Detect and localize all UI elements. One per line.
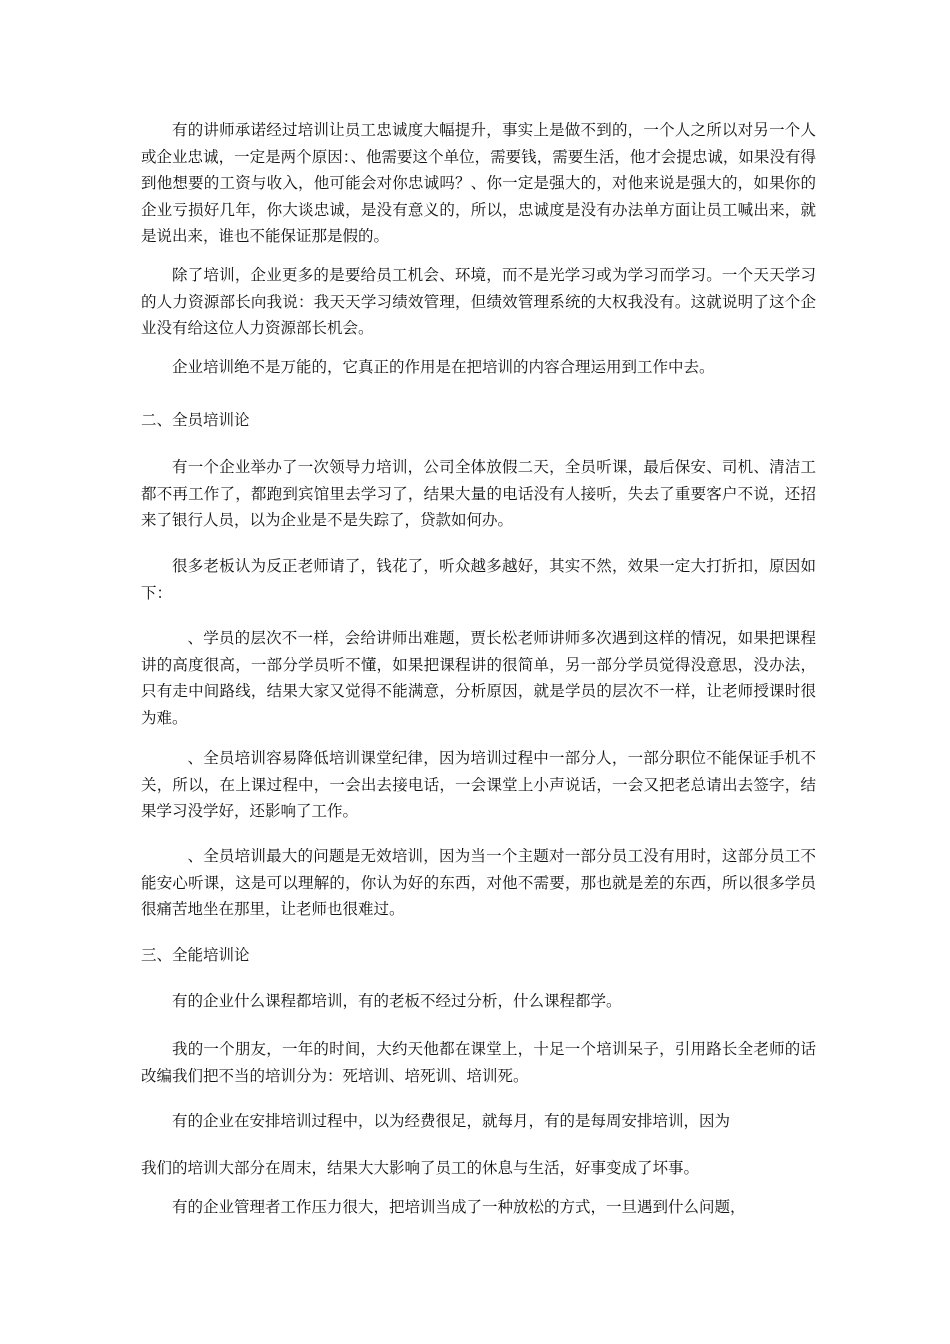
- section-heading-3: 三、全能培训论: [141, 946, 250, 964]
- paragraph-leadership-training: 有一个企业举办了一次领导力培训，公司全体放假二天，全员听课，最后保安、司机、清洁工都不再工作了，都跑到宾馆里去学习了，结果大量的电话没有人接听，失去了重要客户不说，还招来了银行人员，以为企业是不是失踪了，贷款如何办。: [141, 458, 816, 529]
- paragraph-reason-3: 、全员培训最大的问题是无效培训，因为当一个主题对一部分员工没有用时，这部分员工不能安心听课，这是可以理解的，你认为好的东西，对他不需要，那也就是差的东西，所以很多学员很痛苦地坐在那里，让老师也很难过。: [141, 847, 816, 918]
- paragraph-pressure: 有的企业管理者工作压力很大，把培训当成了一种放松的方式，一旦遇到什么问题，: [172, 1198, 746, 1216]
- paragraph-reason-1: 、学员的层次不一样，会给讲师出难题，贾长松老师讲师多次遇到这样的情况，如果把课程讲的高度很高，一部分学员听不懂，如果把课程讲的很简单，另一部分学员觉得没意思，没办法，只有走中间路线，结果大家又觉得不能满意，分析原因，就是学员的层次不一样，让老师授课时很为难。: [141, 629, 816, 727]
- paragraph-opportunity: 除了培训，企业更多的是要给员工机会、环境，而不是光学习或为学习而学习。一个天天学习的人力资源部长向我说：我天天学习绩效管理，但绩效管理系统的大权我没有。这就说明了这个企业没有给这位人力资源部长机会。: [141, 266, 816, 337]
- paragraph-more-audience: 很多老板认为反正老师请了，钱花了，听众越多越好，其实不然，效果一定大打折扣，原因如下：: [141, 557, 816, 602]
- paragraph-loyalty: 有的讲师承诺经过培训让员工忠诚度大幅提升，事实上是做不到的，一个人之所以对另一个人或企业忠诚，一定是两个原因：、他需要这个单位，需要钱，需要生活，他才会提忠诚，如果没有得到他想要的工资与收入，他可能会对你忠诚吗？、你一定是强大的，对他来说是强大的，如果你的企业亏损好几年，你大谈忠诚，是没有意义的，所以，忠诚度是没有办法单方面让员工喊出来，就是说出来，谁也不能保证那是假的。: [141, 121, 816, 245]
- paragraph-not-universal: 企业培训绝不是万能的，它真正的作用是在把培训的内容合理运用到工作中去。: [172, 358, 715, 376]
- section-heading-2: 二、全员培训论: [141, 411, 250, 429]
- paragraph-monthly-training: 有的企业在安排培训过程中，以为经费很足，就每月，有的是每周安排培训，因为: [172, 1112, 731, 1130]
- paragraph-weekend: 我们的培训大部分在周末，结果大大影响了员工的休息与生活，好事变成了坏事。: [141, 1159, 700, 1177]
- paragraph-friend: 我的一个朋友，一年的时间，大约天他都在课堂上，十足一个培训呆子，引用路长全老师的话改编我们把不当的培训分为：死培训、培死训、培训死。: [141, 1040, 816, 1085]
- paragraph-all-courses: 有的企业什么课程都培训，有的老板不经过分析，什么课程都学。: [172, 992, 622, 1010]
- paragraph-reason-2: 、全员培训容易降低培训课堂纪律，因为培训过程中一部分人，一部分职位不能保证手机不关，所以，在上课过程中，一会出去接电话，一会课堂上小声说话，一会又把老总请出去签字，结果学习没学好，还影响了工作。: [141, 749, 816, 820]
